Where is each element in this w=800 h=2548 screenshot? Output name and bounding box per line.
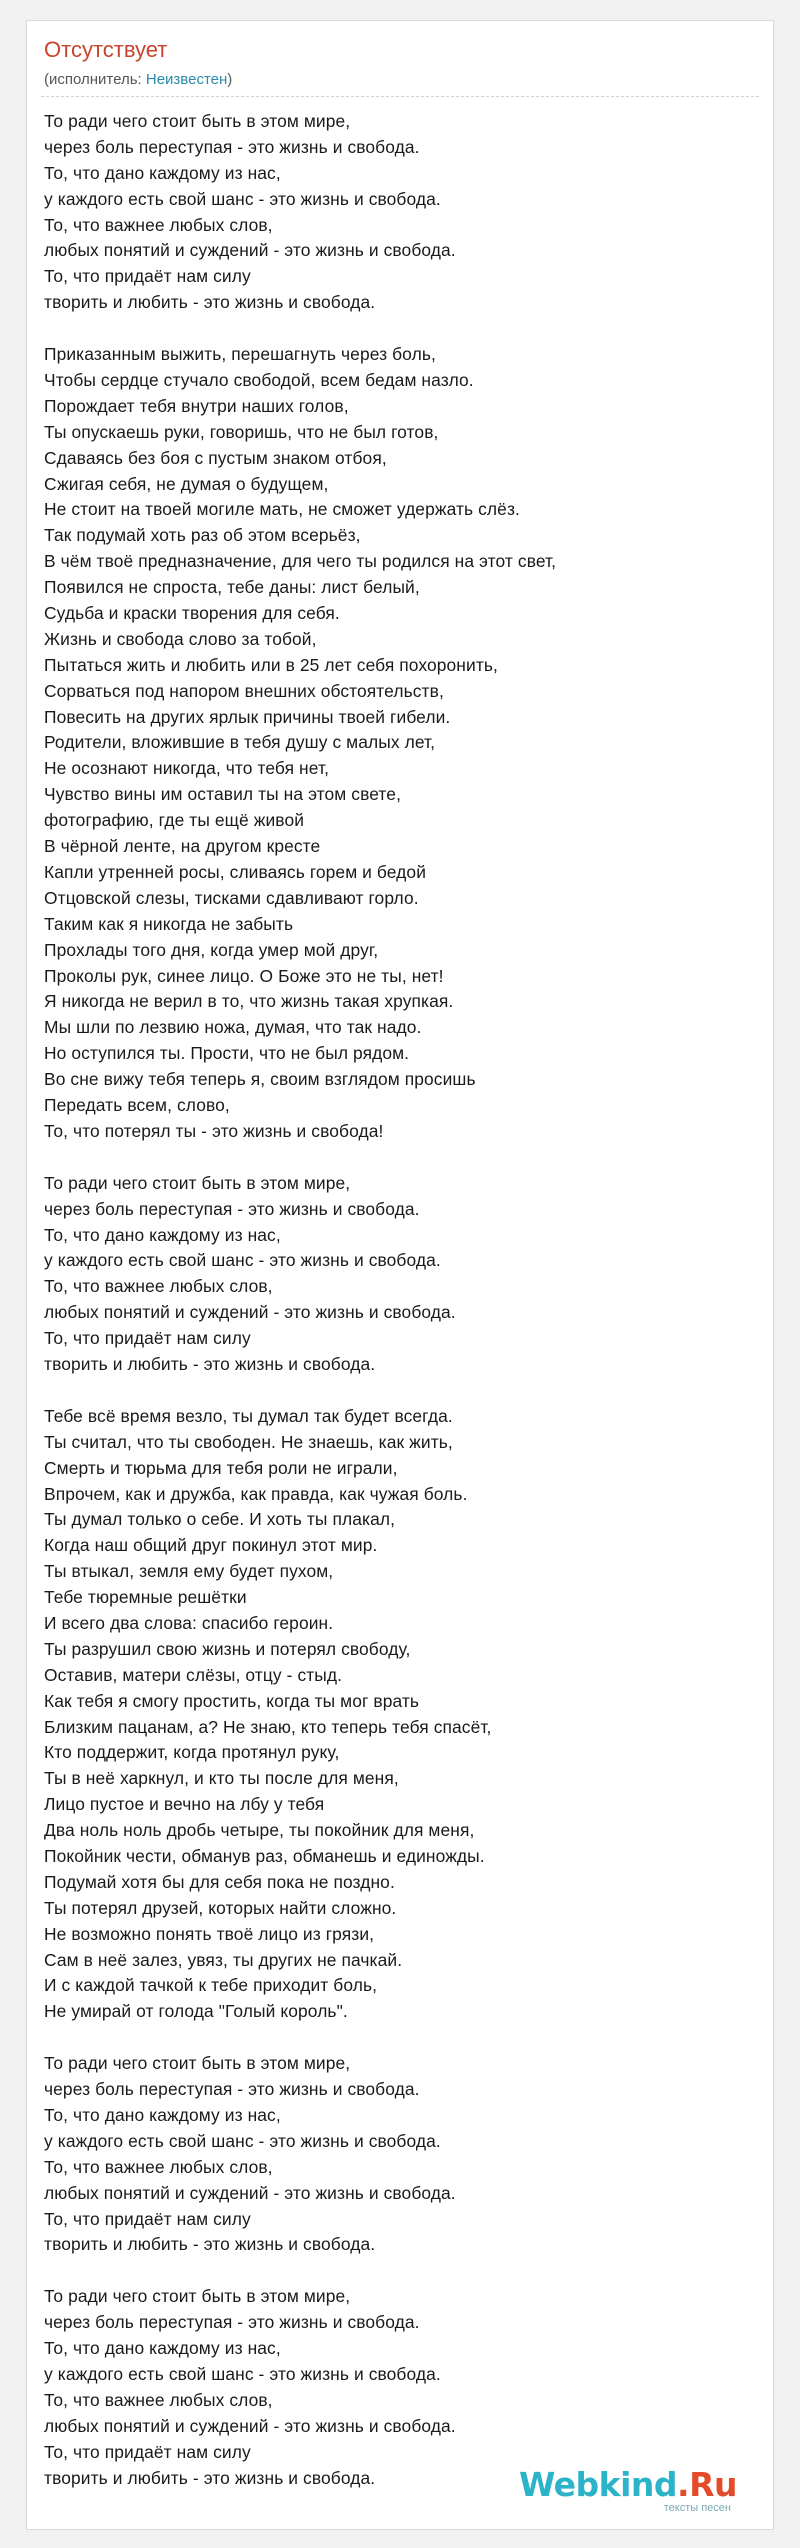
lyrics-stanza	[44, 1404, 754, 2025]
artist-link[interactable]: Неизвестен	[145, 71, 228, 88]
lyric-line: Родители, вложившие в тебя душу с малых лет,	[44, 732, 436, 753]
title-divider	[41, 96, 759, 97]
lyric-line: Не стоит на твоей могиле мать, не сможет удержать слёз.	[44, 499, 520, 520]
lyric-line: Ты разрушил свою жизнь и потерял свободу,	[44, 1638, 411, 1659]
logo-wordmark	[518, 2465, 737, 2504]
lyric-line: Покойник чести, обманув раз, обманешь и единожды.	[44, 1846, 485, 1866]
lyric-line: через боль переступая - это жизнь и свобода.	[44, 2312, 420, 2333]
lyric-line: Не умирай от голода "Голый король".	[44, 2001, 348, 2022]
lyric-line: То, что важнее любых слов,	[44, 2389, 273, 2410]
lyric-line: Сорваться под напором внешних обстоятельств,	[44, 680, 444, 701]
lyric-line: И всего два слова: спасибо героин.	[44, 1612, 334, 1633]
lyric-line: Два ноль ноль дробь четыре, ты покойник для меня,	[44, 1820, 475, 1841]
lyrics-card	[26, 20, 774, 2530]
lyric-line: Близким пацанам, а? Не знаю, кто теперь тебя спасёт,	[44, 1716, 492, 1737]
lyric-line: Таким как я никогда не забыть	[44, 913, 294, 934]
lyric-line: Ты думал только о себе. И хоть ты плакал,	[44, 1509, 396, 1530]
lyric-line: Приказанным выжить, перешагнуть через боль,	[44, 344, 436, 365]
lyric-line: Сам в неё залез, увяз, ты других не пачкай.	[44, 1949, 403, 1970]
lyric-line: любых понятий и суждений - это жизнь и свобода.	[44, 2415, 456, 2436]
lyric-line: Ты опускаешь руки, говоришь, что не был готов,	[44, 421, 439, 442]
lyric-line: Не осознают никогда, что тебя нет,	[44, 758, 330, 779]
lyric-line: через боль переступая - это жизнь и свобода.	[44, 2079, 420, 2100]
lyric-line: Сжигая себя, не думая о будущем,	[44, 473, 329, 494]
lyric-line: То, что дано каждому из нас,	[44, 2105, 281, 2126]
lyric-line: через боль переступая - это жизнь и свобода.	[44, 1198, 420, 1219]
lyric-line: через боль переступая - это жизнь и свобода.	[44, 136, 420, 157]
lyric-line: любых понятий и суждений - это жизнь и свобода.	[44, 2182, 456, 2203]
lyric-line: Как тебя я смогу простить, когда ты мог врать	[44, 1690, 420, 1711]
lyric-line: Ты в неё харкнул, и кто ты после для меня,	[44, 1768, 399, 1789]
lyric-line: Появился не спроста, тебе даны: лист белый,	[44, 577, 420, 598]
lyric-line: у каждого есть свой шанс - это жизнь и свобода.	[44, 1250, 441, 1271]
lyric-line: Повесить на других ярлык причины твоей гибели.	[44, 706, 451, 727]
lyrics-stanza	[44, 2284, 754, 2491]
lyric-line: у каждого есть свой шанс - это жизнь и свобода.	[44, 2364, 441, 2385]
lyric-line: у каждого есть свой шанс - это жизнь и свобода.	[44, 188, 441, 209]
lyric-line: То ради чего стоит быть в этом мире,	[44, 111, 351, 131]
lyric-line: Лицо пустое и вечно на лбу у тебя	[44, 1794, 325, 1815]
lyric-line: Смерть и тюрьма для тебя роли не играли,	[44, 1457, 398, 1478]
lyric-line: То, что придаёт нам силу	[44, 266, 251, 287]
lyric-line: То, что дано каждому из нас,	[44, 1224, 281, 1245]
lyric-line: Капли утренней росы, сливаясь горем и бедой	[44, 861, 427, 882]
lyric-line: творить и любить - это жизнь и свобода.	[44, 1353, 376, 1374]
lyric-line: Мы шли по лезвию ножа, думая, что так надо.	[44, 1017, 422, 1038]
lyric-line: И с каждой тачкой к тебе приходит боль,	[44, 1975, 378, 1996]
lyric-line: фотографию, где ты ещё живой	[44, 810, 305, 831]
lyric-line: То, что дано каждому из нас,	[44, 162, 281, 183]
lyric-line: Тебе всё время везло, ты думал так будет всегда.	[44, 1405, 453, 1426]
lyrics-stanza	[44, 2051, 754, 2258]
lyric-line: Сдаваясь без боя с пустым знаком отбоя,	[44, 447, 387, 468]
lyric-line: у каждого есть свой шанс - это жизнь и свобода.	[44, 2130, 441, 2151]
logo-tagline: тексты песен	[663, 2502, 731, 2514]
lyrics-stanza	[44, 1171, 754, 1378]
lyric-line: Не возможно понять твоё лицо из грязи,	[44, 1923, 375, 1944]
lyric-line: То, что придаёт нам силу	[44, 2441, 251, 2462]
lyric-line: Оставив, матери слёзы, отцу - стыд.	[44, 1664, 343, 1685]
song-title: Отсутствует	[44, 37, 168, 62]
lyrics-stanza	[44, 109, 754, 316]
lyric-line: Проколы рук, синее лицо. О Боже это не ты, нет!	[44, 965, 444, 986]
lyric-line: То, что важнее любых слов,	[44, 1276, 273, 1297]
lyric-line: творить и любить - это жизнь и свобода.	[44, 2234, 376, 2255]
lyric-line: творить и любить - это жизнь и свобода.	[44, 2467, 376, 2488]
logo-domain: .Ru	[677, 2465, 737, 2504]
lyric-line: То, что важнее любых слов,	[44, 214, 273, 235]
song-subtitle	[44, 71, 232, 89]
lyric-line: Чтобы сердце стучало свободой, всем бедам назло.	[44, 370, 474, 391]
lyric-line: Судьба и краски творения для себя.	[44, 603, 340, 624]
site-logo[interactable]	[518, 2465, 737, 2515]
lyric-line: Кто поддержит, когда протянул руку,	[44, 1742, 340, 1763]
lyric-line: Подумай хотя бы для себя пока не поздно.	[44, 1871, 395, 1892]
lyric-line: То, что придаёт нам силу	[44, 1328, 251, 1349]
lyric-line: любых понятий и суждений - это жизнь и свобода.	[44, 240, 456, 261]
lyric-line: Передать всем, слово,	[44, 1094, 230, 1115]
lyrics-stanza	[44, 342, 754, 1145]
lyric-line: Во сне вижу тебя теперь я, своим взглядом просишь	[44, 1069, 476, 1090]
lyric-line: творить и любить - это жизнь и свобода.	[44, 292, 376, 313]
lyric-line: Но оступился ты. Прости, что не был рядом.	[44, 1043, 410, 1064]
lyric-line: Пытаться жить и любить или в 25 лет себя похоронить,	[44, 654, 498, 675]
lyric-line: В чём твоё предназначение, для чего ты родился на этот свет,	[44, 551, 557, 572]
lyric-line: То, что придаёт нам силу	[44, 2208, 251, 2229]
lyric-line: То, что дано каждому из нас,	[44, 2338, 281, 2359]
lyric-line: Чувство вины им оставил ты на этом свете,	[44, 784, 401, 805]
lyric-line: То ради чего стоит быть в этом мире,	[44, 2286, 351, 2307]
lyric-line: Ты считал, что ты свободен. Не знаешь, как жить,	[44, 1431, 453, 1452]
subtitle-prefix: (исполнитель:	[44, 71, 146, 88]
lyric-line: Прохлады того дня, когда умер мой друг,	[44, 939, 379, 960]
lyric-line: То, что важнее любых слов,	[44, 2156, 273, 2177]
logo-name: Webkind	[518, 2465, 678, 2504]
lyric-line: Когда наш общий друг покинул этот мир.	[44, 1535, 378, 1556]
lyric-line: То ради чего стоит быть в этом мире,	[44, 1172, 351, 1193]
subtitle-suffix: )	[227, 71, 233, 88]
lyric-line: Порождает тебя внутри наших голов,	[44, 395, 349, 416]
lyric-line: Впрочем, как и дружба, как правда, как чужая боль.	[44, 1483, 468, 1504]
lyrics-text	[44, 109, 754, 2517]
lyric-line: В чёрной ленте, на другом кресте	[44, 836, 321, 857]
lyric-line: Ты втыкал, земля ему будет пухом,	[44, 1561, 334, 1582]
lyric-line: Так подумай хоть раз об этом всерьёз,	[44, 525, 361, 546]
lyric-line: Тебе тюремные решётки	[44, 1587, 247, 1608]
lyric-line: Я никогда не верил в то, что жизнь такая хрупкая.	[44, 991, 454, 1012]
lyric-line: То, что потерял ты - это жизнь и свобода!	[44, 1120, 384, 1141]
lyric-line: любых понятий и суждений - это жизнь и свобода.	[44, 1302, 456, 1323]
lyric-line: Отцовской слезы, тисками сдавливают горло.	[44, 887, 419, 908]
lyric-line: То ради чего стоит быть в этом мире,	[44, 2053, 351, 2074]
lyric-line: Жизнь и свобода слово за тобой,	[44, 628, 317, 649]
lyric-line: Ты потерял друзей, которых найти сложно.	[44, 1897, 397, 1918]
